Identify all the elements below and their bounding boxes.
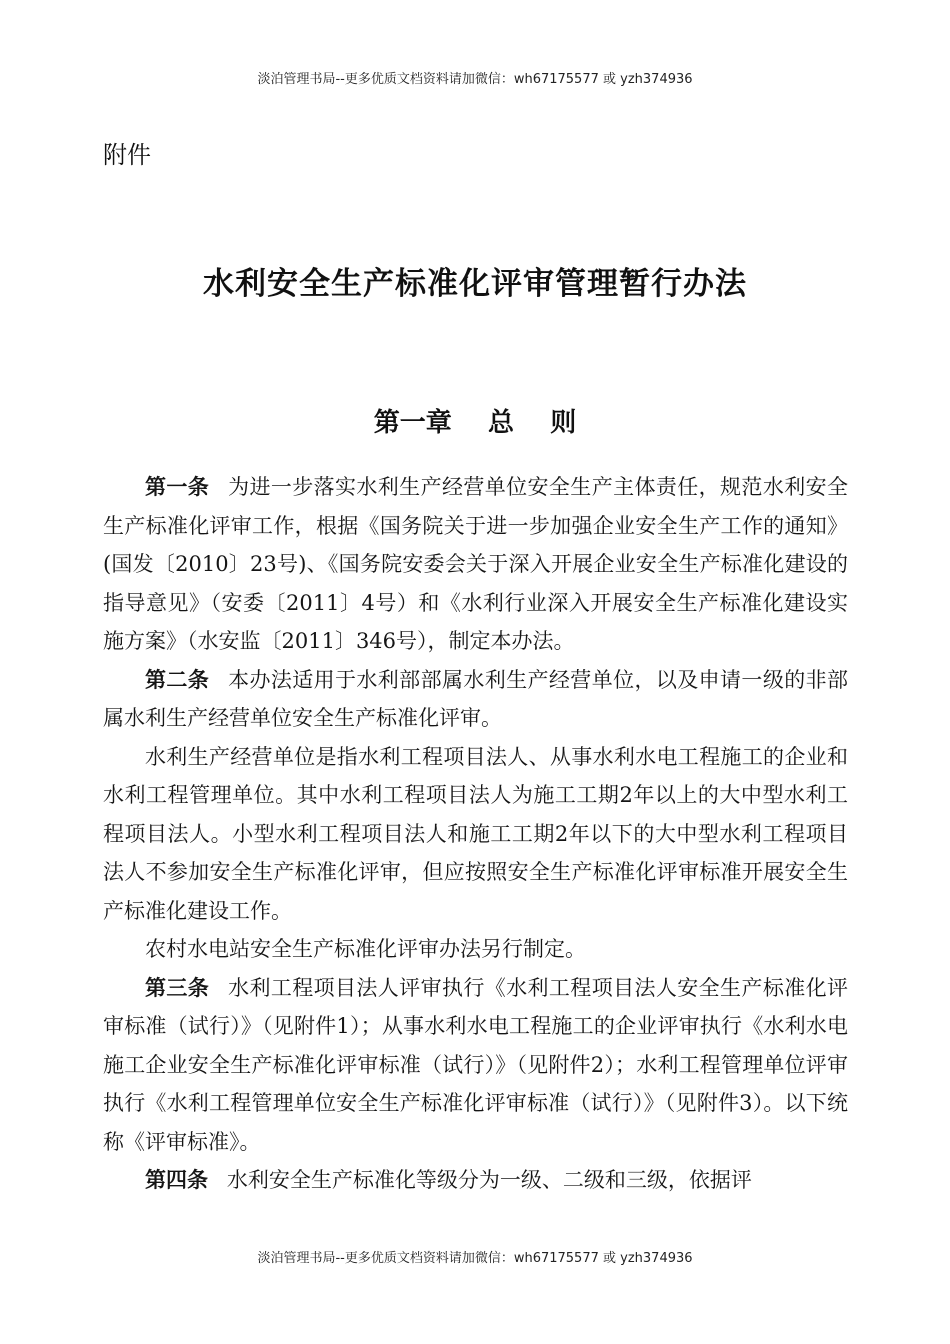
- paragraph-text: 农村水电站安全生产标准化评审办法另行制定。: [145, 937, 586, 961]
- article-label: 第一条: [145, 475, 210, 499]
- paragraph-text: 水利安全生产标准化等级分为一级、二级和三级，依据评: [226, 1168, 752, 1192]
- paragraph-article-2: [103, 661, 848, 738]
- paragraph-article-1: [103, 468, 848, 661]
- paragraph-article-3: [103, 969, 848, 1162]
- paragraph-rural-hydropower: [103, 930, 848, 969]
- paragraph-text: 水利生产经营单位是指水利工程项目法人、从事水利水电工程施工的企业和水利工程管理单位。其中水利工程项目法人为施工工期2年以上的大中型水利工程项目法人。小型水利工程项目法人和施工工期2年以下的大中型水利工程项目法人不参加安全生产标准化评审，但应按照安全生产标准化评审标准开展安全生产标准化建设工作。: [103, 744, 848, 923]
- article-label: 第二条: [145, 667, 210, 692]
- document-title: 水利安全生产标准化评审管理暂行办法: [203, 266, 747, 302]
- paragraph-article-4: [103, 1161, 848, 1200]
- document-body: [103, 468, 848, 1200]
- attachment-label: 附件: [103, 141, 151, 169]
- header-watermark-note: 淡泊管理书局--更多优质文档资料请加微信：wh67175577 或 yzh374936: [257, 72, 693, 87]
- article-label: 第四条: [145, 1168, 208, 1192]
- paragraph-text: 水利工程项目法人评审执行《水利工程项目法人安全生产标准化评审标准（试行）》（见附件1）；从事水利水电工程施工的企业评审执行《水利水电施工企业安全生产标准化评审标准（试行）》（见附件2）；水利工程管理单位评审执行《水利工程管理单位安全生产标准化评审标准（试行）》（见附件3）。以下统称《评审标准》。: [103, 975, 848, 1154]
- paragraph-definition: [103, 738, 848, 931]
- footer-watermark-note: 淡泊管理书局--更多优质文档资料请加微信：wh67175577 或 yzh374936: [257, 1251, 693, 1266]
- paragraph-text: 为进一步落实水利生产经营单位安全生产主体责任，规范水利安全生产标准化评审工作，根据《国务院关于进一步加强企业安全生产工作的通知》(国发〔2010〕23号)、《国务院安委会关于深入开展企业安全生产标准化建设的指导意见》（安委〔2011〕4号）和《水利行业深入开展安全生产标准化建设实施方案》（水安监〔2011〕346号），制定本办法。: [103, 475, 848, 653]
- article-label: 第三条: [145, 975, 210, 1000]
- chapter-title: 第一章 总 则: [373, 408, 577, 438]
- paragraph-text: 本办法适用于水利部部属水利生产经营单位，以及申请一级的非部属水利生产经营单位安全生产标准化评审。: [103, 667, 848, 730]
